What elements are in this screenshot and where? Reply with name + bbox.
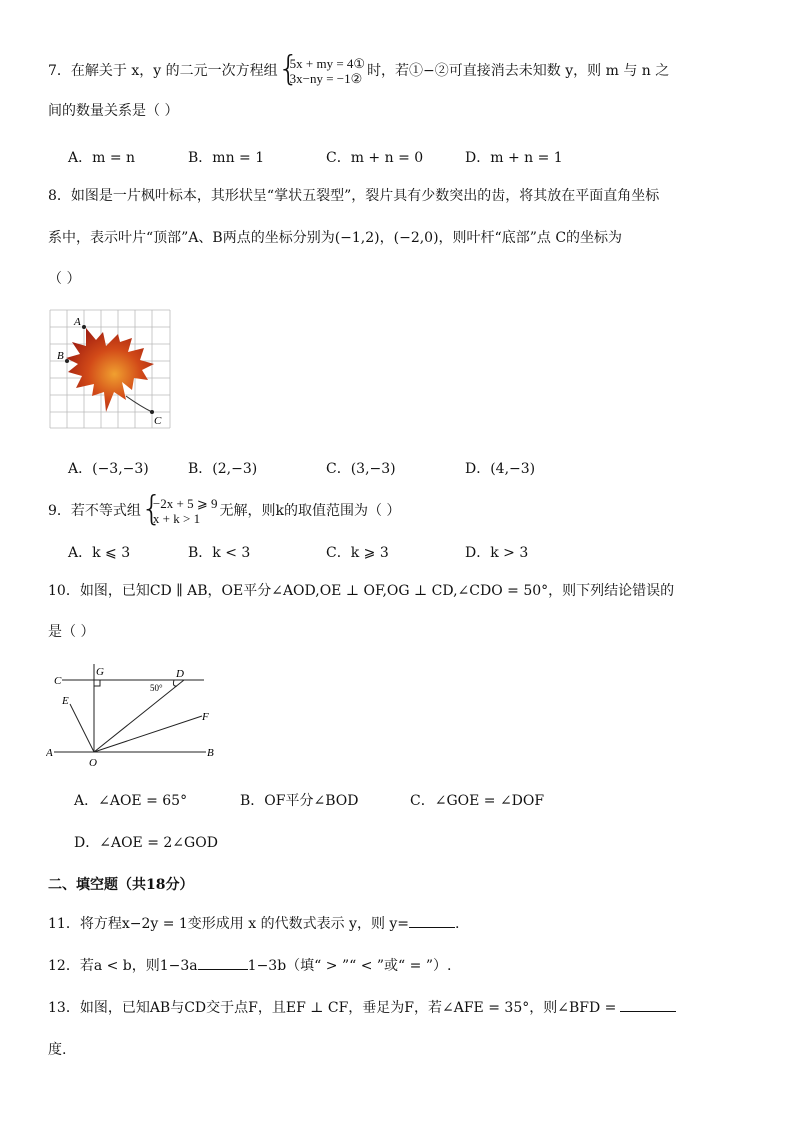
label-d: D [176, 668, 184, 680]
q9-ineq2: x + k > 1 [152, 511, 201, 526]
q9-ineq1: { −2x + 5 ⩾ 9 [152, 496, 218, 511]
q7-suffix: 时，若①−②可直接消去未知数 y，则 m 与 n 之 [367, 63, 670, 79]
q9-suffix: 无解，则k的取值范围为（ ） [219, 503, 401, 519]
ray-oe [70, 704, 94, 752]
label-angle-50: 50° [150, 683, 163, 693]
label-a: A [74, 316, 81, 328]
label-f: F [202, 711, 209, 723]
q12-prefix: 12．若a < b，则1−3a [48, 958, 198, 974]
segment-od [94, 680, 184, 752]
point-c [150, 410, 154, 414]
q10-option-b: B．OF平分∠BOD [240, 793, 359, 809]
q9-option-a: A．k ⩽ 3 [68, 545, 131, 561]
label-c: C [154, 415, 162, 427]
q9-option-b: B．k < 3 [188, 545, 251, 561]
q9-option-d: D．k > 3 [465, 545, 529, 561]
q9-line [48, 496, 400, 526]
q12-answer-blank[interactable] [198, 969, 248, 970]
q8-option-c: C．(3,−3) [326, 461, 396, 477]
leaf-stem [126, 396, 152, 412]
q12-suffix: 1−3b（填“ > ”“ < ”或“ = ”）. [247, 958, 452, 974]
q12-line [48, 956, 451, 976]
q7-option-b: B．mn = 1 [188, 150, 265, 166]
q9-inequality-system [143, 496, 218, 526]
q8-line2: 系中，表示叶片“顶部”A、B两点的坐标分别为(−1,2)，(−2,0)，则叶杆“底部”点 C的坐标为 [48, 230, 623, 246]
q7-prefix: 7．在解关于 x，y 的二元一次方程组 [48, 63, 278, 79]
q8-line3: （ ） [48, 271, 81, 287]
q7-option-a: A．m = n [68, 150, 136, 166]
q10-option-a: A．∠AOE = 65° [74, 793, 188, 809]
angle-arc-d [173, 680, 177, 686]
q11-line [48, 914, 460, 934]
q10-option-c: C．∠GOE = ∠DOF [410, 793, 545, 809]
right-angle-mark-g [94, 680, 100, 686]
q7-option-c: C．m + n = 0 [326, 150, 424, 166]
q8-option-a: A．(−3,−3) [68, 461, 149, 477]
q10-line2: 是（ ） [48, 624, 95, 640]
q13-line2: 度. [48, 1042, 67, 1058]
maple-leaf [66, 328, 154, 412]
label-b: B [207, 747, 214, 759]
q13-prefix: 13．如图，已知AB与CD交于点F，且EF ⊥ CF，垂足为F，若∠AFE = 35°，则∠BFD = [48, 1000, 617, 1016]
maple-leaf-figure [48, 308, 172, 430]
point-a [82, 325, 86, 329]
q8-line1: 8．如图是一片枫叶标本，其形状呈“掌状五裂型”，裂片具有少数突出的齿，将其放在平面直角坐标 [48, 188, 660, 204]
label-o: O [89, 757, 97, 769]
q11-prefix: 11．将方程x−2y = 1变形成用 x 的代数式表示 y，则 y= [48, 916, 410, 932]
q13-answer-blank[interactable] [620, 1011, 676, 1012]
ray-of [94, 716, 202, 752]
q8-option-b: B．(2,−3) [188, 461, 258, 477]
q7-line1 [48, 56, 669, 86]
q13-line1 [48, 998, 676, 1018]
label-c: C [54, 675, 62, 687]
q11-suffix: . [455, 916, 460, 932]
label-b: B [57, 350, 64, 362]
q7-line2: 间的数量关系是（ ） [48, 103, 179, 119]
point-b [65, 359, 69, 363]
q9-prefix: 9．若不等式组 [48, 503, 141, 519]
q9-option-c: C．k ⩾ 3 [326, 545, 389, 561]
label-g: G [96, 666, 104, 678]
q10-line1: 10．如图，已知CD ∥ AB，OE平分∠AOD,OE ⊥ OF,OG ⊥ CD,∠CDO = 50°，则下列结论错误的 [48, 583, 675, 599]
q7-equation-system [280, 56, 365, 86]
q11-answer-blank[interactable] [409, 927, 455, 928]
q7-option-d: D．m + n = 1 [465, 150, 563, 166]
q8-option-d: D．(4,−3) [465, 461, 536, 477]
label-e: E [62, 695, 69, 707]
geometry-figure [46, 660, 226, 772]
section-title-fill-blank: 二、填空题（共18分） [48, 877, 194, 893]
label-a: A [46, 747, 53, 759]
q7-eq2: 3x−ny = −1② [289, 71, 363, 86]
q7-eq1: { 5x + my = 4① [289, 56, 366, 71]
q10-option-d: D．∠AOE = 2∠GOD [74, 835, 218, 851]
